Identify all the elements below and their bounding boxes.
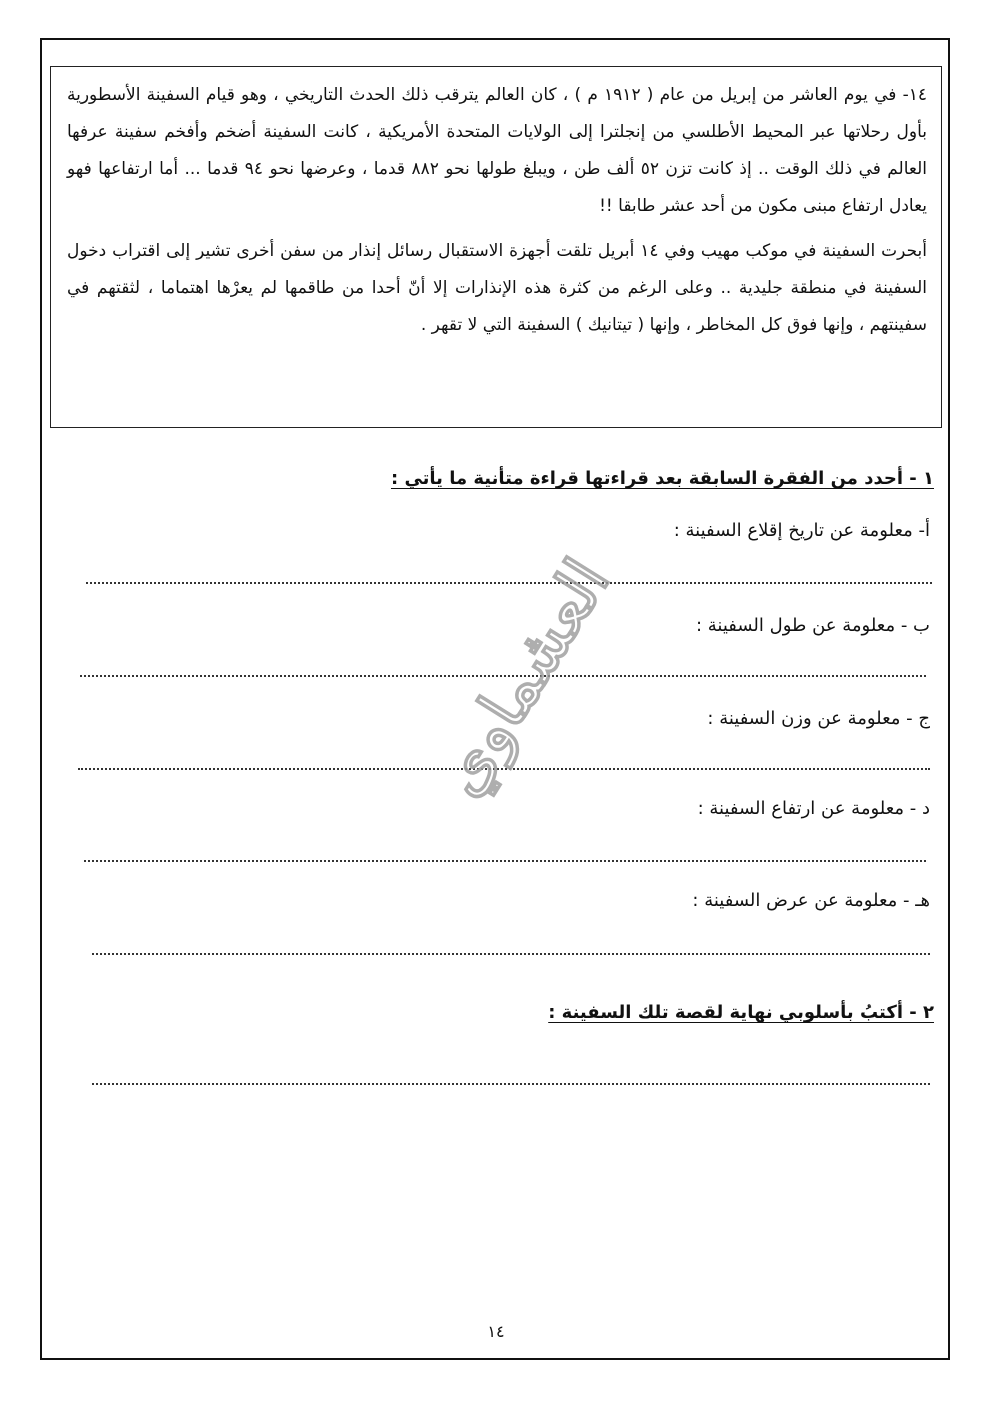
passage-paragraph-2: أبحرت السفينة في موكب مهيب وفي ١٤ أبريل تلقت أجهزة الاستقبال رسائل إنذار من سفن أخرى تشير إلى اقتراب دخول السفينة في منطقة جليدية .. وعلى الرغم من كثرة هذه الإنذارات إلا أنّ أحدا من طاقمها لم يعرْها اهتماما ، لثقتهم في سفينتهم ، وإنها فوق كل المخاطر ، وإنها ( تيتانيك ) السفينة التي لا تقهر .: [67, 241, 927, 335]
reading-passage-box: [50, 66, 942, 428]
page-number: ١٤: [487, 1322, 505, 1341]
answer-line-story-ending[interactable]: [92, 1083, 930, 1085]
question-2-heading: ٢ - أكتبُ بأسلوبي نهاية لقصة تلك السفينة :: [548, 1002, 934, 1023]
answer-line-a[interactable]: [86, 582, 932, 584]
question-1-item-a: أ- معلومة عن تاريخ إقلاع السفينة :: [673, 520, 930, 541]
question-1-item-e: هـ - معلومة عن عرض السفينة :: [692, 890, 930, 911]
question-1-heading: ١ - أحدد من الفقرة السابقة بعد قراءتها قراءة متأنية ما يأتي :: [390, 468, 934, 489]
answer-line-e[interactable]: [92, 953, 930, 955]
question-1-item-c: ج - معلومة عن وزن السفينة :: [707, 708, 930, 729]
question-1-item-b: ب - معلومة عن طول السفينة :: [695, 615, 930, 636]
answer-line-d[interactable]: [84, 860, 926, 862]
passage-paragraph-1: ١٤- في يوم العاشر من إبريل من عام ( ١٩١٢ م ) ، كان العالم يترقب ذلك الحدث التاريخي ، وهو قيام السفينة الأسطورية بأول رحلاتها عبر المحيط الأطلسي من إنجلترا إلى الولايات المتحدة الأمريكية ، كانت السفينة أضخم وأفخم سفينة عرفها العالم في ذلك الوقت .. إذ كانت تزن ٥٢ ألف طن ، ويبلغ طولها نحو ٨٨٢ قدما ، وعرضها نحو ٩٤ قدما ... أما ارتفاعها فهو يعادل ارتفاع مبنى مكون من أحد عشر طابقا !!: [67, 85, 928, 216]
author-watermark: العشماوي: [421, 546, 625, 809]
question-1-item-d: د - معلومة عن ارتفاع السفينة :: [697, 798, 930, 819]
